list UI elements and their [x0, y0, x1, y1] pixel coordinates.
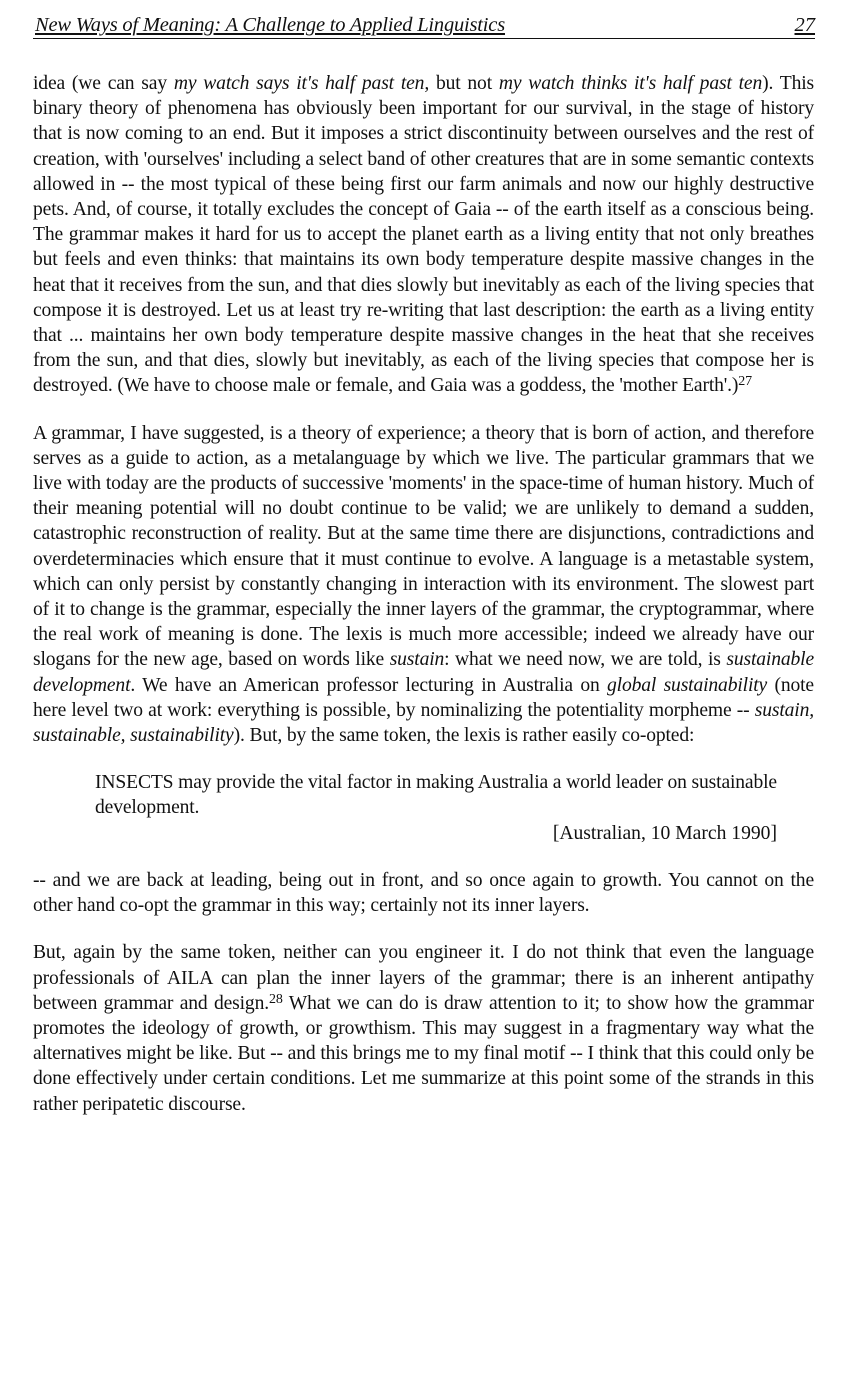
quote-citation: [Australian, 10 March 1990]: [552, 822, 777, 844]
p4-text-1: But, again by the same token, neither can you engineer it. I do not think that even the language professionals of AILA can plan the inner layers of the grammar; there is an inherent antipathy between grammar and design.: [33, 942, 814, 1014]
p2-term-sustainable-development: sustainable development: [33, 649, 814, 696]
p2-text-3: . We have an American professor lecturing in Australia on: [130, 674, 608, 696]
p2-text-2: : what we need now, we are told, is: [444, 649, 727, 671]
p2-text-4: (note here level two at work: everything is possible, by nominalizing the potentiality morpheme --: [33, 674, 814, 721]
p4-text-2: What we can do is draw attention to it; to show how the grammar promotes the ideology of growth, or growthism. This may suggest in a fragmentary way what the alternatives might be like. But -- and this brings me to my final motif -- I think that this could only be done effectively under certain conditions. Let me summarize at this point some of the strands in this rather peripatetic discourse.: [33, 992, 814, 1115]
footnote-ref-28: 28: [268, 991, 283, 1007]
p2-term-list: sustain, sustainable, sustainability: [33, 699, 814, 747]
p2-term-sustain: sustain: [389, 649, 445, 671]
p1-text-1: idea (we can say: [33, 73, 174, 94]
paragraph-1: [33, 71, 814, 399]
p1-text-3: ). This binary theory of phenomena has obviously been important for our survival, in the stage of history that is now coming to an end. But it imposes a strict discontinuity between ourselves and the rest of creation, with 'ourselves' including a select band of other creatures that are in some semantic contexts allowed in -- the most typical of these being first our farm animals and now our highly destructive pets. And, of course, it totally excludes the concept of Gaia -- of the earth itself as a conscious being. The grammar makes it hard for us to accept the planet earth as a living entity that not only breathes but feels and even thinks: that maintains its own body temperature despite massive changes in the heat that it receives from the sun, and that dies slowly but inevitably as each of the living species that compose it is destroyed. Let us at least try re-writing that last description: the earth as a living entity that ... maintains her own body temperature despite massive changes in the heat that she receives from the sun, and that dies, slowly but inevitably, as each of the living species that compose her is destroyed. (We have to choose male or female, and Gaia was a goddess, the 'mother Earth'.): [33, 73, 814, 397]
paragraph-4: [33, 940, 814, 1116]
p1-example-1: my watch says it's half past ten,: [173, 73, 430, 94]
p2-term-global-sustainability: global sustainability: [607, 674, 768, 696]
block-quote: [95, 770, 815, 846]
p1-text-2: but not: [429, 73, 499, 94]
running-header: [33, 12, 815, 39]
page-number: 27: [794, 14, 815, 36]
p1-example-2: my watch thinks it's half past ten: [498, 73, 763, 94]
p2-text-1: A grammar, I have suggested, is a theory of experience; a theory that is born of action, and therefore serves as a guide to action, as a metalanguage by which we live. The particular grammars that we live with today are the products of successive 'moments' in the space-time of human history. Much of their meaning potential will no doubt continue to be valid; we are unlikely to demand a sudden, catastrophic reconstruction of reality. But at the same time there are disjunctions, contradictions and overdeterminacies which ensure that it must continue to evolve. A language is a metastable system, which can only persist by constantly changing in interaction with its environment. The slowest part of it to change is the grammar, especially the inner layers of the grammar, the cryptogrammar, where the real work of meaning is done. The lexis is much more accessible; indeed we already have our slogans for the new age, based on words like: [33, 422, 814, 671]
page-body: [33, 71, 814, 1117]
quote-text: INSECTS may provide the vital factor in making Australia a world leader on sustainable development.: [95, 772, 777, 819]
running-title: New Ways of Meaning: A Challenge to Applied Linguistics: [35, 14, 505, 36]
paragraph-3: -- and we are back at leading, being out in front, and so once again to growth. You cannot on the other hand co-opt the grammar in this way; certainly not its inner layers.: [33, 869, 814, 917]
footnote-ref-27: 27: [738, 374, 752, 390]
p2-text-5: ). But, by the same token, the lexis is rather easily co-opted:: [233, 725, 695, 747]
paragraph-2: [33, 421, 814, 749]
